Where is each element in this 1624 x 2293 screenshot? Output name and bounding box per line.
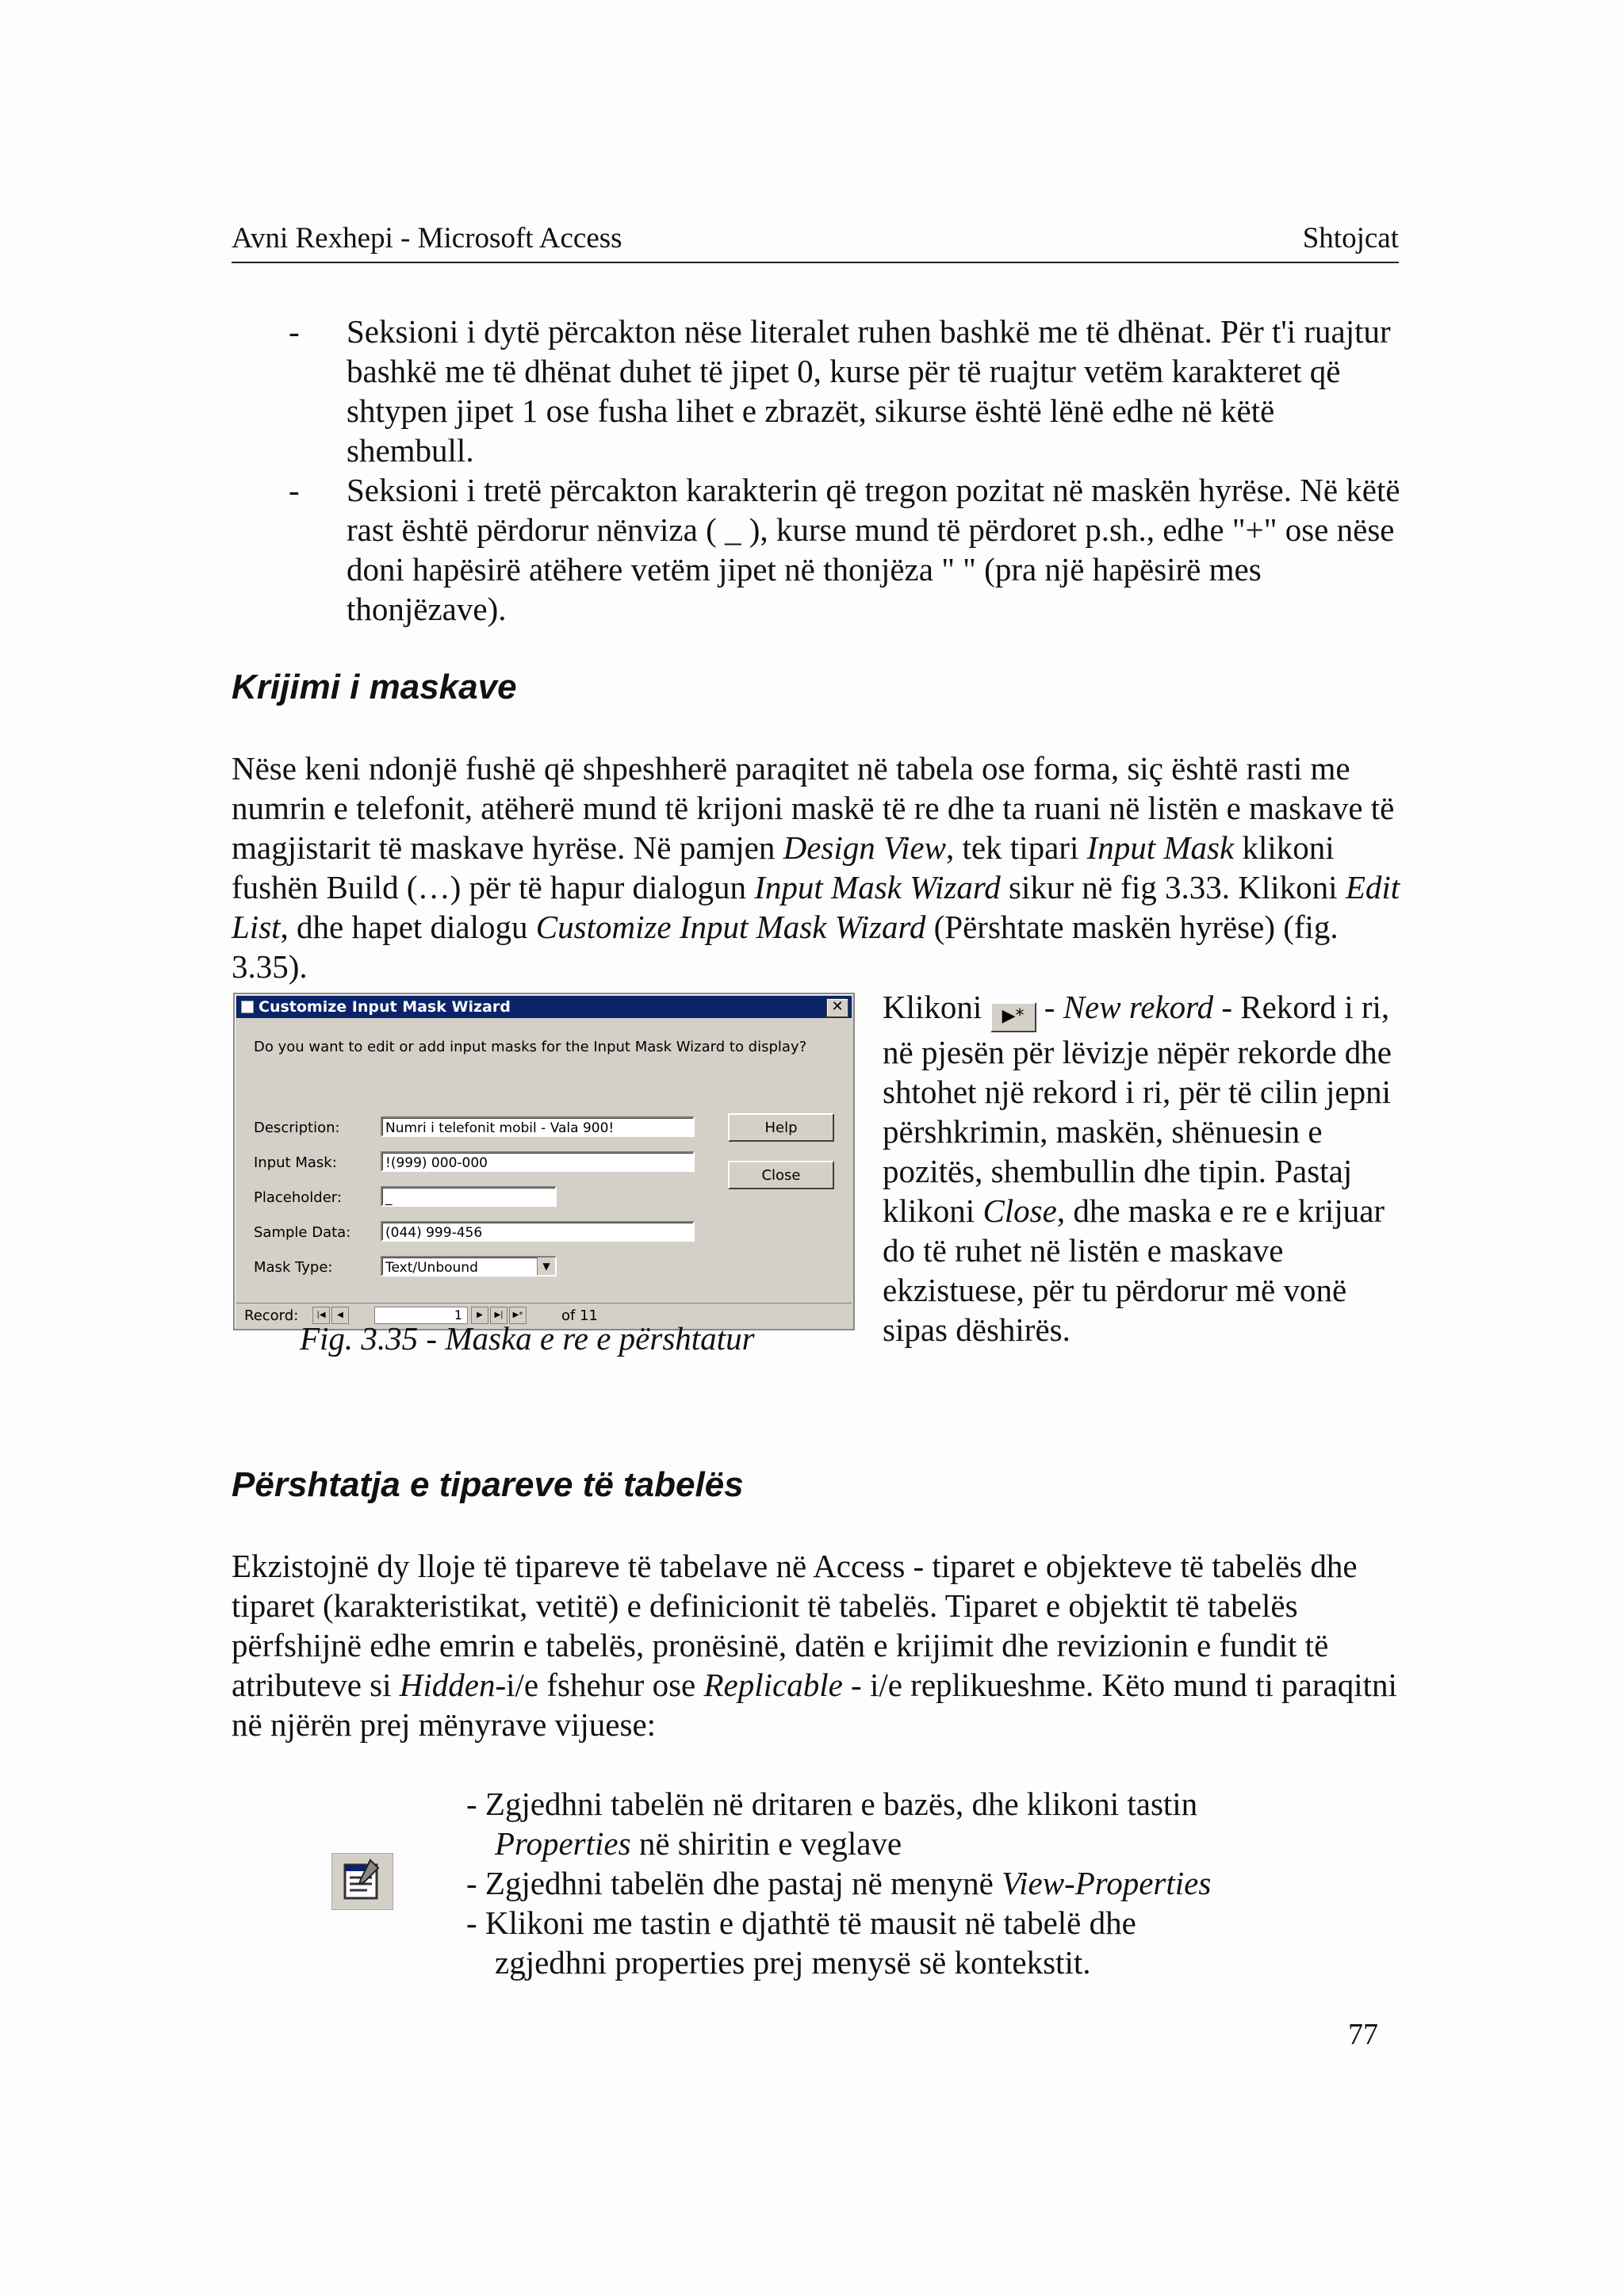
bullet-dash: - [289,472,300,508]
mask-type-value: Text/Unbound [385,1260,478,1276]
text-run: -i/e fshehur ose [495,1667,704,1703]
list-item [466,1863,1354,1903]
list-item [466,1824,1354,1863]
bullet-list [285,312,1404,629]
text-run: Klikoni [883,989,990,1025]
text-run: - Zgjedhni tabelën dhe pastaj në menynë [466,1865,1002,1901]
text-run: (Përshtate maskën hyrëse) (fig. 3.35). [232,909,1339,985]
first-record-icon[interactable]: |◀ [312,1307,330,1324]
help-button[interactable]: Help [728,1113,834,1142]
header-author-title: Avni Rexhepi - Microsoft Access [232,222,622,255]
text-run-italic: Input Mask Wizard [754,869,1001,905]
list-item: - Klikoni me tastin e djathtë të mausit në tabelë dhe [466,1904,1136,1941]
text-run-italic: Edit List [232,869,1400,945]
sample-data-input[interactable]: (044) 999-456 [381,1221,695,1242]
text-run: , dhe hapet dialogu [280,909,536,945]
running-header [232,220,1399,263]
section-heading-pershtatja: Përshtatja e tipareve të tabelës [232,1465,744,1504]
header-section: Shtojcat [1302,222,1399,255]
dialog-title: Customize Input Mask Wizard [259,998,511,1016]
text-run: klikoni fushën Build (…) për të hapur dialogun [232,829,1335,905]
text-run-italic: Design View [783,829,946,866]
text-run: - Rekord i ri, në pjesën për lëvizje nëpër rekorde dhe shtohet një rekord i ri, për të cilin jepni përshkrimin, maskën, shënuesin e pozitës, shembullin dhe tipin. Pastaj klikoni [883,989,1392,1229]
mask-type-select[interactable] [381,1256,557,1277]
next-record-icon[interactable]: ▶ [471,1307,488,1324]
text-run: në shiritin e veglave [630,1825,902,1862]
last-record-icon[interactable]: ▶| [490,1307,508,1324]
record-label: Record: [244,1307,299,1324]
text-run-italic: Replicable [703,1667,843,1703]
text-run: - i/e replikueshme. Këto mund ti paraqitni në njërën prej mënyrave vijuese: [232,1667,1397,1743]
properties-icon [331,1853,393,1910]
new-record-icon: ▶* [990,1002,1036,1032]
new-record-icon[interactable]: ▶* [509,1307,527,1324]
input-mask-label: Input Mask: [254,1154,337,1171]
text-run-italic: Input Mask [1086,829,1235,866]
text-run-italic: View-Properties [1002,1865,1212,1901]
list-item: zgjedhni properties prej menysë së kontekstit. [495,1944,1091,1981]
description-input[interactable]: Numri i telefonit mobil - Vala 900! [381,1116,695,1137]
app-icon [241,1001,254,1013]
input-mask-input[interactable]: !(999) 000-000 [381,1151,695,1172]
text-run: Ekzistojnë dy lloje të tipareve të tabelave në Access - tiparet e objekteve të tabelës dhe tiparet (karakteristikat, vetitë) e definicionit të tabelës. Tiparet e objektit të tabelës përfshijnë edhe emrin e tabelës, pronësinë, datën e krijimit dhe revizionin e fundit të atributeve si [232,1548,1358,1703]
chevron-down-icon[interactable]: ▼ [537,1258,555,1275]
record-total: of 11 [561,1307,598,1324]
close-button[interactable]: Close [728,1161,834,1189]
placeholder-label: Placeholder: [254,1189,342,1206]
section-heading-krijimi: Krijimi i maskave [232,668,517,706]
bullet-text: Seksioni i dytë përcakton nëse literalet ruhen bashkë me të dhënat. Për t'i ruajtur bashkë me të dhënat duhet të jipet 0, kurse për të ruajtur vetëm karakteret që shtypen jipet 1 ose fusha lihet e zbrazët, sikurse është lënë edhe në këtë shembull. [347,313,1391,469]
side-paragraph [883,987,1406,1349]
text-run-italic: Close [982,1192,1057,1229]
text-run: sikur në fig 3.33. Klikoni [1000,869,1346,905]
list-item [285,470,1404,629]
customize-input-mask-dialog [233,993,855,1330]
text-run: Nëse keni ndonjë fushë që shpeshherë paraqitet në tabela ose forma, siç është rasti me numrin e telefonit, atëherë mund të krijoni maskë të re dhe ta ruani në listën e maskave të magjistarit të maskave hyrëse. Në pamjen [232,750,1395,866]
placeholder-input[interactable]: _ [381,1186,557,1207]
paragraph-krijimi [232,748,1402,986]
list-item: - Zgjedhni tabelën në dritaren e bazës, dhe klikoni tastin [466,1786,1198,1822]
close-icon[interactable]: ✕ [826,998,848,1017]
description-label: Description: [254,1120,340,1136]
dialog-titlebar [236,996,852,1018]
bullet-text: Seksioni i tretë përcakton karakterin që tregon pozitat në maskën hyrëse. Në këtë rast është përdorur nënviza ( _ ), kurse mund të përdoret p.sh., edhe "+" ose nëse doni hapësirë atëhere vetëm jipet në thonjëza " " (pra një hapësirë mes thonjëzave). [347,472,1400,627]
text-run-italic: Hidden [399,1667,496,1703]
text-run-italic: New rekord [1063,989,1214,1025]
paragraph-pershtatja [232,1546,1402,1744]
bullet-dash: - [289,313,300,350]
list-item [285,312,1404,470]
previous-record-icon[interactable]: ◀ [331,1307,349,1324]
text-run-italic: Customize Input Mask Wizard [535,909,926,945]
text-run-italic: Properties [495,1825,631,1862]
ways-list [466,1784,1354,1982]
dialog-question: Do you want to edit or add input masks for the Input Mask Wizard to display? [254,1039,807,1055]
text-run: - [1036,989,1063,1025]
mask-type-label: Mask Type: [254,1259,333,1276]
text-run: , tek tipari [945,829,1087,866]
text-run: , dhe maska e re e krijuar do të ruhet në listën e maskave ekzistuese, për tu përdorur më vonë sipas dëshirës. [883,1192,1385,1348]
figure-caption: Fig. 3.35 - Maska e re e përshtatur [300,1320,755,1357]
record-number-input[interactable]: 1 [374,1307,468,1324]
sample-data-label: Sample Data: [254,1224,351,1241]
page-number: 77 [1348,2018,1378,2051]
